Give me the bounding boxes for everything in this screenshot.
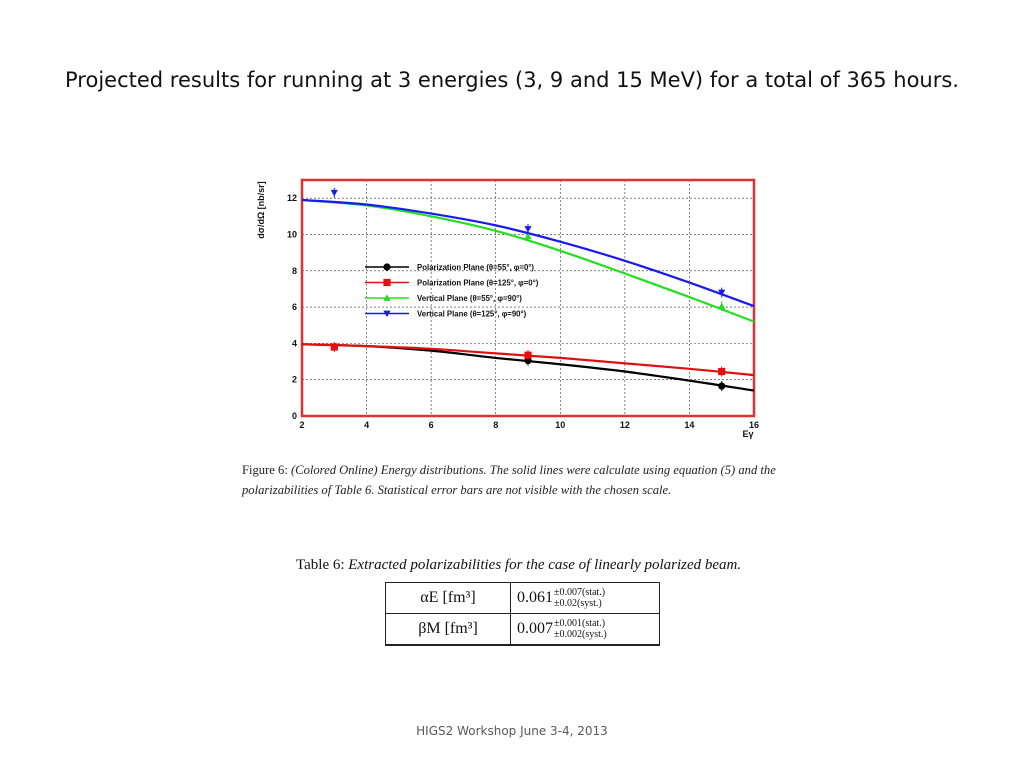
syst-error: ±0.02(syst.) [554,598,602,609]
error-block [554,618,607,640]
y-tick-label: 2 [291,374,297,385]
polarizability-table [385,582,660,646]
table-title [296,557,776,574]
param-cell: αE [fm³] [386,583,511,614]
param-cell: βM [fm³] [386,614,511,646]
value-cell [511,583,660,614]
figure-caption [242,460,822,500]
data-point [331,343,338,350]
table-title-text: Extracted polarizabilities for the case of linearly polarized beam. [348,557,742,573]
caption-label: Figure 6: [242,463,288,477]
x-tick-label: 14 [684,420,695,430]
series-curve [302,200,754,322]
caption-text: (Colored Online) Energy distributions. The solid lines were calculate using equation (5) and the polarizabilities of Table 6. Statistical error bars are not visible with the chosen scale. [242,463,776,497]
stat-error: ±0.007(stat.) [554,587,606,598]
legend-label: Vertical Plane (θ=55°, φ=90°) [417,294,522,303]
table-title-label: Table 6: [296,557,345,573]
slide-footer: HIGS2 Workshop June 3-4, 2013 [416,724,608,738]
legend-label: Polarization Plane (θ=55°, φ=0°) [417,263,534,272]
legend-label: Vertical Plane (θ=125°, φ=90°) [417,309,527,319]
x-tick-label: 10 [555,420,566,430]
value-cell [511,614,660,646]
x-axis-label: Eγ [742,429,754,439]
data-point [331,190,338,196]
y-tick-label: 12 [286,193,297,204]
x-tick-label: 16 [748,420,760,430]
x-tick-label: 2 [299,420,305,430]
series-curve [302,200,754,306]
x-tick-label: 6 [428,420,434,430]
x-tick-label: 4 [364,420,370,430]
x-tick-label: 12 [619,420,630,430]
data-point [718,303,725,309]
y-tick-label: 4 [291,338,297,349]
table-row [386,583,660,614]
error-block [554,587,605,609]
data-point [718,368,725,375]
legend-marker [383,263,390,270]
slide-title: Projected results for running at 3 energies (3, 9 and 15 MeV) for a total of 365 hours. [65,68,959,92]
legend-label: Polarization Plane (θ=125°, φ=0°) [417,278,539,288]
stat-error: ±0.001(stat.) [554,618,606,629]
data-point [718,382,725,389]
x-tick-label: 8 [493,420,499,430]
y-tick-label: 0 [291,411,297,421]
data-point [524,352,531,359]
chart-legend [365,263,539,319]
y-tick-label: 10 [286,229,297,240]
value: 0.007 [517,620,553,637]
value: 0.061 [517,589,553,606]
legend-marker [383,279,390,286]
energy-distribution-figure [248,170,778,445]
y-axis-label: dσ/dΩ [nb/sr] [256,181,266,239]
table-row [386,614,660,646]
y-tick-label: 6 [291,302,297,313]
y-tick-label: 8 [291,265,297,276]
energy-distribution-chart [248,170,778,445]
syst-error: ±0.002(syst.) [554,629,607,640]
